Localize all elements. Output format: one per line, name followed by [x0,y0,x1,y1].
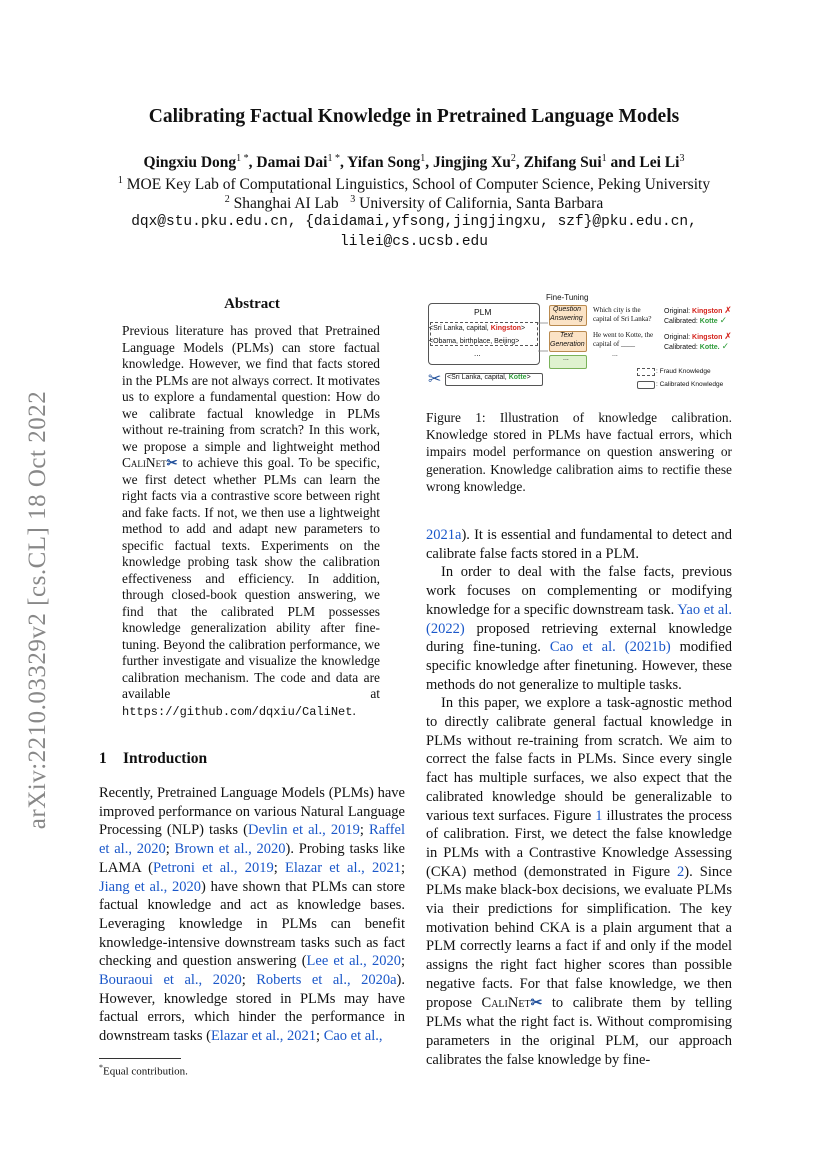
qa-label: Answering [550,315,583,322]
body-text: ). Probing tasks like LAMA ( [99,841,405,876]
question-text: capital of Sri Lanka? [593,315,652,323]
tg-calibrated-output [664,341,729,352]
body-text: In this paper, we explore a task-agnostic method to directly calibrate general factual knowledge in PLMs without re-training from scratch. We aim to correct the false facts in PLMs. Since every single fact has multiple surfaces, we also expect that the calibrated knowledge should be generalizable to various text surfaces. Figure [426,695,732,824]
author-sep: , [339,154,348,172]
citation-link[interactable]: Raffel et al., 2020 [99,822,405,858]
ellipsis: ... [563,355,569,362]
email-line-1: dqx@stu.pku.edu.cn, {daidamai,yfsong,jingjingxu, szf}@pku.edu.cn, [131,214,697,230]
footnote-text: Equal contribution. [103,1065,188,1078]
affil-sup: 1 [117,175,123,186]
triple-object: Kingston [490,325,522,332]
plm-label: PLM [474,307,492,317]
footnote-mark: * [99,1063,103,1072]
author-sup: 2 [510,153,516,164]
citation-link[interactable]: Devlin et al., 2019 [247,822,360,839]
body-text: proposed retrieving external knowledge during fine-tuning. [426,620,732,656]
body-text: illustrates the process of calibration. First, we detect the false knowledge in PLMs with a Contrastive Knowledge Assessing (CKA) method (demonstrated in Figure [426,807,733,880]
output-label: Original: [664,334,693,341]
triple-object: Kotte [508,374,527,381]
tg-label: Text [560,332,573,339]
qa-label: Question [553,306,582,313]
citation-link[interactable]: Brown et al., 2020 [174,841,286,858]
figure-ref-link[interactable]: 1 [595,807,603,824]
fine-tuning-label: Fine-Tuning [546,293,589,302]
citation-sep: ; [165,841,175,858]
qa-calibrated-output [664,315,727,326]
legend-calibrated-label: : Calibrated Knowledge [656,381,724,388]
caption-label: Figure 1: [426,410,486,425]
author-name: Yifan Song [347,154,421,172]
tg-label: Generation [550,341,585,348]
generation-text: He went to Kotte, the [593,331,654,339]
author-sup: 1 * [236,153,249,164]
figure-ref-link[interactable]: 2 [677,863,685,880]
paper-title: Calibrating Factual Knowledge in Pretrained Language Models [148,106,680,127]
legend-fraud-swatch [637,368,655,376]
body-text: In order to deal with the false facts, previous work focuses on complementing or modifying knowledge for a specific downstream task. [426,564,732,618]
check-icon: ✓ [721,341,730,351]
triple-text: > [526,374,531,381]
citation-link[interactable]: Cao et al. (2021b) [549,639,671,656]
method-name: CaliNet [481,994,531,1011]
fraud-triple-2: <Obama, birthplace, Beijing> [429,338,520,345]
author-name: Lei Li [639,154,680,172]
citation-sep: ; [359,822,370,839]
figure-caption [426,409,732,495]
arxiv-identifier [18,365,58,855]
citation-link[interactable]: 2021a [426,527,462,543]
citation-link[interactable]: Elazar et al., 2021 [285,859,401,876]
section-number: 1 [99,750,107,767]
author-name: Jingjing Xu [432,154,511,172]
output-value: Kotte. [699,344,720,351]
figure-1 [426,293,732,393]
code-url-link[interactable]: https://github.com/dqxiu/CaliNet [122,704,353,719]
author-name: Qingxiu Dong [143,154,237,172]
output-label: Calibrated: [664,344,700,351]
output-value: Kingston [692,334,723,341]
citation-sep: ; [273,859,286,876]
citation-link[interactable]: Lee et al., 2020 [306,953,401,970]
citation-link[interactable]: Yao et al. (2022) [426,601,733,637]
body-text: ) have shown that PLMs can store factual knowledge and act as knowledge bases. Leveraging knowledge in PLMs can benefit knowledge-intensive downstream tasks such as fact checking and question answering ( [99,878,405,970]
citation-link[interactable]: Cao et al., [323,1028,383,1045]
citation-link[interactable]: Bouraoui et al., 2020 [99,972,242,989]
output-value: Kingston [692,308,723,315]
citation-sep: ; [400,859,405,876]
scissors-icon: ✂ [530,995,543,1011]
abstract-end: . [352,702,356,718]
author-sup: 3 [679,153,685,164]
intro-paragraph-1 [99,784,405,1046]
email-line-2: lilei@cs.ucsb.edu [340,234,488,250]
ellipsis: ... [474,349,481,358]
abstract-body [122,323,380,720]
body-text: ). Since PLMs make black-box decisions, we evaluate PLMs via their predictions for simplification. The key motivation behind CKA is a plain argument that a PLM correctly learns a fact if and only if the model assigns the right fact higher scores than possible negative facts. For that false knowledge, we then propose [426,863,733,1011]
section-title: Introduction [123,750,208,767]
legend-calibrated-swatch [637,381,655,389]
abstract-text: Previous literature has proved that Pretrained Language Models (PLMs) can store factual knowledge. However, we find that facts stored in the PLMs are not always correct. It motivates us to explore a fundamental question: How do we calibrate factual knowledge in PLMs without re-training from scratch? In this work, we propose a simple and lightweight method [122,323,380,454]
method-name: CaliNet [122,455,167,470]
ellipsis: ... [612,351,618,358]
affil-sup: 3 [350,194,356,205]
author-sup: 1 [601,153,607,164]
body-text: ). It is essential and fundamental to detect and calibrate false facts stored in a PLM. [426,527,732,562]
affil-text: University of California, Santa Barbara [359,195,604,213]
footnote-rule [99,1058,181,1059]
output-label: Calibrated: [664,318,700,325]
citation-sep: ; [316,1028,324,1045]
output-value: Kotte [699,318,718,325]
author-list [0,153,828,172]
generation-text: capital of ____ [593,340,635,348]
cross-icon: ✗ [724,305,732,315]
intro-right-column [426,526,732,1069]
affiliation-2-3 [0,194,828,213]
arxiv-id-text: arXiv:2210.03329v2 [cs.CL] 18 Oct 2022 [24,390,51,830]
abstract-text: to achieve this goal. To be specific, we first detect whether PLMs can learn the right facts via a contrastive score between right and fake facts. If not, we then use a lightweight method to add and adapt new parameters to specific factual texts. Experiments on the knowledge probing task show the calibration effectiveness and efficiency. In addition, through closed-book question answering, we find that the calibrated PLM possesses knowledge generalization ability after fine-tuning. Beyond the calibration performance, we further investigate and visualize the knowledge calibration mechanism. The code and data are available at [122,455,380,701]
citation-link[interactable]: Elazar et al., 2021 [210,1028,317,1045]
scissors-icon: ✂ [428,371,442,388]
check-icon: ✓ [719,315,728,325]
citation-sep: ; [400,953,405,970]
cross-icon: ✗ [724,331,732,341]
citation-link[interactable]: Roberts et al., 2020a [256,972,397,989]
affiliation-1 [0,175,828,194]
output-label: Original: [664,308,693,315]
author-sep: , [425,154,433,172]
affil-text: Shanghai AI Lab [233,195,339,213]
triple-text: <Sri Lanka, capital, [447,374,509,381]
citation-sep: ; [241,972,257,989]
affil-text: MOE Key Lab of Computational Linguistics, School of Computer Science, Peking University [126,176,711,194]
author-name: Zhifang Sui [523,154,602,172]
author-sup: 1 * [327,153,340,164]
triple-text: <Sri Lanka, capital, [429,325,491,332]
author-sep: , [515,154,524,172]
author-sep: , [248,154,257,172]
body-text: to calibrate them by telling PLMs what the right fact is. Without compromising parameters in the original PLM, our approach calibrates the false knowledge by fine- [426,994,733,1068]
affil-sup: 2 [224,194,230,205]
body-text: modified specific knowledge after finetuning. However, these methods do not generalize to multiple tasks. [426,639,732,693]
legend-fraud-label: : Fraud Knowledge [656,368,711,375]
body-text: ). However, knowledge stored in PLMs may have factual errors, which hinder the performance in downstream tasks ( [99,972,405,1045]
author-name: Damai Dai [256,154,328,172]
author-and: and [606,154,640,172]
footnote [99,1063,188,1078]
citation-link[interactable]: Jiang et al., 2020 [99,878,201,895]
fraud-triple-1 [429,325,525,332]
caption-text: Illustration of knowledge calibration. Knowledge stored in PLMs have factual errors, which impairs model performance on question answering or generation. Knowledge calibration aims to rectifie these wrong knowledge. [426,410,732,494]
question-text: Which city is the [593,306,641,314]
citation-link[interactable]: Petroni et al., 2019 [152,859,274,876]
calibrated-triple [447,374,531,381]
author-sup: 1 [420,153,426,164]
scissors-icon: ✂ [166,455,178,470]
triple-text: > [521,325,526,332]
section-heading-introduction [99,750,207,768]
abstract-heading: Abstract [224,296,280,312]
body-text: Recently, Pretrained Language Models (PLMs) have improved performance on various Natural Language Processing (NLP) tasks ( [99,785,405,839]
